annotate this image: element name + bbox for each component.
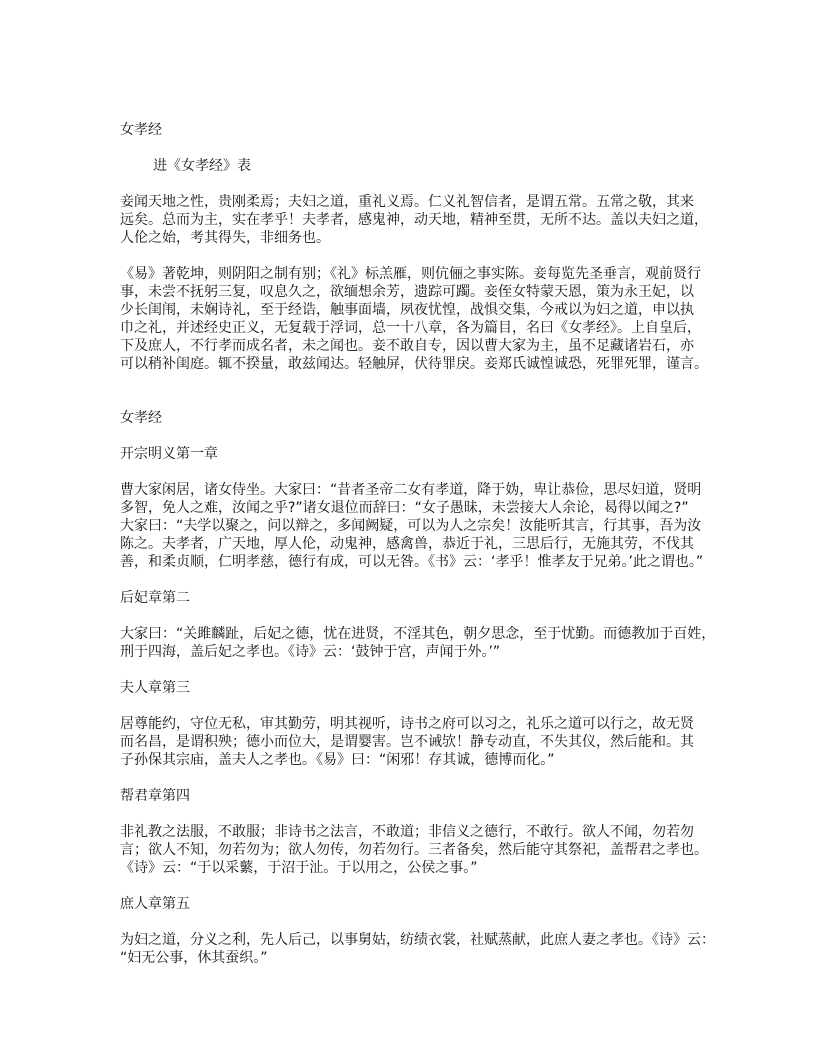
text-line: 《诗》云：“于以采蘩，于沼于沚。于以用之，公侯之事。” [120, 860, 478, 876]
preface-paragraph-1 [120, 193, 720, 247]
chapter-heading: 庶人章第五 [120, 896, 190, 912]
text-line: 多智，免人之难，汝闻之乎?”诸女退位而辞曰：“女子愚昧，未尝接大人余论，曷得以闻之?” [120, 500, 689, 516]
chapter-heading: 后妃章第二 [120, 590, 190, 606]
text-line: 可以稍补闺庭。辄不揆量，敢兹闻达。轻触屏，伏待罪戾。妾郑氏诚惶诚恐，死罪死罪，谨言。 [120, 356, 708, 372]
chapter-heading: 帮君章第四 [120, 788, 190, 804]
text-line: 曹大家闲居，诸女侍坐。大家曰：“昔者圣帝二女有孝道，降于妫，卑让恭俭，思尽妇道，贤明 [120, 482, 702, 498]
text-line: 陈之。夫孝者，广天地，厚人伦，动鬼神，感禽兽，恭近于礼，三思后行，无施其劳，不伐其 [120, 536, 694, 552]
text-line: 少长闺闱，未娴诗礼，至于经诰，触事面墙，夙夜忧惶，战惧交集，今戒以为妇之道，申以执 [120, 302, 694, 318]
text-line: 而名昌，是谓积殃；德小而位大，是谓婴害。岂不诫欤！静专动直，不失其仪，然后能和。其 [120, 734, 694, 750]
text-line: 下及庶人，不行孝而成名者，未之闻也。妾不敢自专，因以曹大家为主，虽不足藏诸岩石，亦 [120, 338, 694, 354]
chapter-body [120, 715, 720, 769]
preface-title: 女孝经 [120, 122, 162, 138]
chapter-body [120, 823, 720, 877]
chapter-heading: 夫人章第三 [120, 680, 190, 696]
chapter-heading: 开宗明义第一章 [120, 446, 218, 462]
text-line: 善，和柔贞顺，仁明孝慈，德行有成，可以无咎。《书》云：‘孝乎！惟孝友于兄弟。’此之谓也。” [120, 554, 704, 570]
text-line: 刑于四海，盖后妃之孝也。《诗》云：‘鼓钟于宫，声闻于外。’” [120, 644, 501, 660]
text-line: 巾之礼，并述经史正义，无复载于浮词，总一十八章，各为篇目，名曰《女孝经》。上自皇后， [120, 320, 701, 336]
text-line: 为妇之道，分义之利，先人后己，以事舅姑，纺绩衣裳，社赋蒸献，此庶人妻之孝也。《诗》云： [120, 932, 715, 948]
chapter-body [120, 481, 720, 571]
text-line: 居尊能约，守位无私，审其勤劳，明其视听，诗书之府可以习之，礼乐之道可以行之，故无贤 [120, 716, 694, 732]
text-line: 子孙保其宗庙，盖夫人之孝也。《易》曰：“闲邪！存其诚，德博而化。” [120, 752, 555, 768]
text-line: 人伦之始，考其得失，非细务也。 [120, 230, 330, 246]
text-line: “妇无公事，休其蚕织。” [120, 950, 268, 966]
text-line: 言；欲人不知，勿若勿为；欲人勿传，勿若勿行。三者备矣，然后能守其祭祀，盖帮君之孝也。 [120, 842, 708, 858]
preface-subtitle: 进《女孝经》表 [153, 158, 251, 174]
text-line: 远矣。总而为主，实在孝乎！夫孝者，感鬼神，动天地，精神至贯，无所不达。盖以夫妇之道， [120, 212, 708, 228]
text-line: 《易》著乾坤，则阴阳之制有别；《礼》标羔雁，则伉俪之事实陈。妾每览先圣垂言，观前贤行 [120, 266, 701, 282]
main-title: 女孝经 [120, 410, 162, 426]
chapter-body [120, 625, 720, 661]
text-line: 大家曰：“关雎麟趾，后妃之德，忧在进贤，不淫其色，朝夕思念，至于忧勤。而德教加于百姓， [120, 626, 716, 642]
text-line: 妾闻天地之性，贵刚柔焉；夫妇之道，重礼义焉。仁义礼智信者，是谓五常。五常之敬，其来 [120, 194, 694, 210]
text-line: 事，未尝不抚躬三复，叹息久之，欲缅想余芳，遗踪可躅。妾侄女特蒙天恩，策为永王妃，以 [120, 284, 694, 300]
text-line: 大家曰：“夫学以聚之，问以辩之，多闻阙疑，可以为人之宗矣！汝能听其言，行其事，吾为汝 [120, 518, 702, 534]
text-line: 非礼教之法服，不敢服；非诗书之法言，不敢道；非信义之德行，不敢行。欲人不闻，勿若勿 [120, 824, 694, 840]
preface-paragraph-2 [120, 265, 720, 373]
document-page [120, 121, 720, 985]
chapter-body [120, 931, 720, 967]
